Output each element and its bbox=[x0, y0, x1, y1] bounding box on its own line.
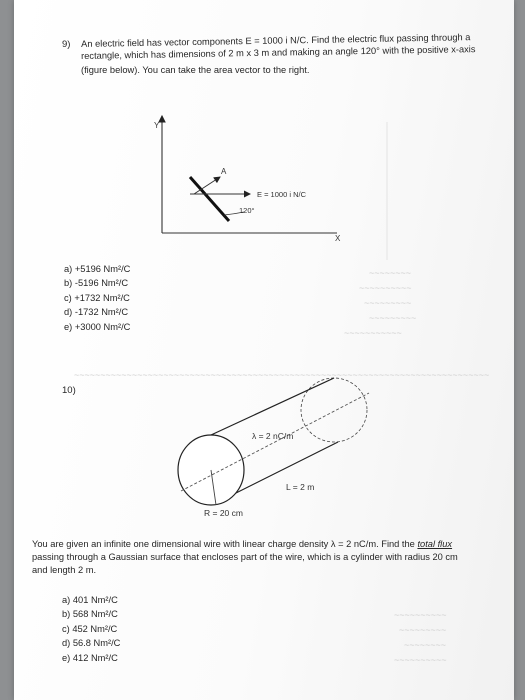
radius-label: R = 20 cm bbox=[204, 508, 243, 518]
bleed-through-text: ~~~~~~~~~~ bbox=[359, 283, 412, 293]
question-10-line-1 bbox=[32, 538, 452, 551]
choice-a: a) +5196 Nm²/C bbox=[64, 264, 131, 274]
choice-b: b) 568 Nm²/C bbox=[62, 609, 118, 620]
question-10-choices bbox=[62, 593, 120, 665]
question-10-number: 10) bbox=[62, 385, 76, 396]
choice-a: a) 401 Nm²/C bbox=[62, 595, 118, 605]
choice-c: c) 452 Nm²/C bbox=[62, 623, 118, 634]
bleed-through-text: ~~~~~~~~~ bbox=[369, 313, 417, 323]
bleed-through-text: ~~~~~~~~~~~~~~~~~~~~~~~~~~~~~~~~~~~~~~~~~~~~~~~~~~~~~~~~~~~~~~~~~~~~~~~~~~~~~~~ bbox=[74, 370, 490, 380]
question-10-text: You are given an infinite one dimensional wire with linear charge density λ = 2 nC/m. Find the bbox=[32, 539, 418, 549]
question-9-line-2: rectangle, which has dimensions of 2 m x 3 m and making an angle 120° with the positive x-axis bbox=[81, 44, 476, 61]
bleed-through-text: ~~~~~~~~~~ bbox=[394, 610, 447, 620]
choice-c: c) +1732 Nm²/C bbox=[64, 292, 130, 303]
question-10-line-2: passing through a Gaussian surface that encloses part of the wire, which is a cylinder with radius 20 cm bbox=[32, 552, 458, 562]
bleed-through-text: ~~~~~~~~~~~ bbox=[344, 328, 402, 338]
bleed-through-text: ~~~~~~~~ bbox=[369, 268, 412, 278]
y-axis-label: Y bbox=[154, 121, 160, 130]
electric-field-label: E = 1000 i N/C bbox=[257, 190, 306, 199]
choice-b: b) -5196 Nm²/C bbox=[64, 278, 129, 289]
angle-label: 120° bbox=[239, 206, 255, 215]
area-vector-label: A bbox=[221, 167, 227, 176]
bleed-through-text: ~~~~~~~~~ bbox=[399, 625, 447, 635]
cylinder-back-end bbox=[301, 378, 367, 442]
choice-d: d) -1732 Nm²/C bbox=[64, 307, 129, 318]
question-9-number: 9) bbox=[62, 39, 71, 50]
charge-density-label: λ = 2 nC/m bbox=[252, 431, 294, 441]
cylinder-figure bbox=[14, 377, 514, 522]
question-9-choices bbox=[64, 262, 130, 334]
worksheet-page bbox=[14, 0, 514, 700]
question-9-line-1: An electric field has vector components E = 1000 i N/C. Find the electric flux passing through a bbox=[81, 32, 471, 49]
length-label: L = 2 m bbox=[286, 482, 315, 492]
cylinder-top-edge bbox=[211, 378, 334, 435]
choice-e: e) 412 Nm²/C bbox=[62, 652, 118, 663]
total-flux-emphasis: total flux bbox=[417, 539, 453, 549]
choice-e: e) +3000 Nm²/C bbox=[64, 321, 131, 332]
question-9-line-3: (figure below). You can take the area vector to the right. bbox=[81, 65, 310, 75]
bleed-through-text: ~~~~~~~~~ bbox=[364, 298, 412, 308]
x-axis-label: X bbox=[335, 234, 341, 243]
question-10-line-3: and length 2 m. bbox=[32, 565, 97, 575]
bleed-through-text: ~~~~~~~~~~ bbox=[394, 655, 447, 665]
bleed-through-text: ~~~~~~~~ bbox=[404, 640, 447, 650]
choice-d: d) 56.8 Nm²/C bbox=[62, 638, 121, 649]
